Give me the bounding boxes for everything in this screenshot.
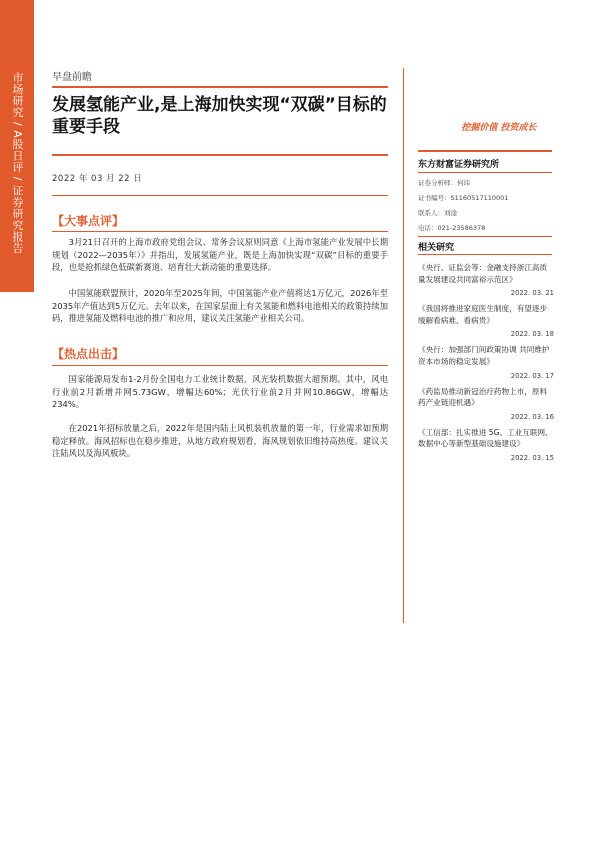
report-date: 2022 年 03 月 22 日 [52,174,143,184]
contact-name: 联系人：刘淦 [418,209,457,217]
section-heading-events: 【大事点评】 [52,214,125,228]
report-title[interactable]: 《央行：加强部门间政策协调 共同维护资本市场的稳定发展》 [418,345,550,366]
list-item[interactable] [418,386,554,421]
date-rule [52,195,388,196]
related-rule [418,254,552,255]
institute-rule [418,172,552,173]
report-date: 2022. 03. 15 [510,453,554,462]
slogan: 挖掘价值 投资成长 [461,123,537,133]
report-category: 早盘前瞻 [52,72,92,83]
section-heading-hotspot: 【热点出击】 [52,347,125,361]
report-date: 2022. 03. 17 [510,371,554,380]
page-title: 发展氢能产业,是上海加快实现“双碳”目标的重要手段 [52,95,387,137]
list-item[interactable] [418,303,554,338]
paragraph: 国家能源局发布1-2月份全国电力工业统计数据，风光装机数据大超预期。其中，风电行业前2月新增并网5.73GW，增幅达60%；光伏行业前2月并网10.86GW，增幅达234%。 [52,374,388,410]
contact-phone: 电话：021-23586378 [418,224,486,232]
sidebar [0,0,34,842]
header-rule [52,86,388,88]
related-report-list [418,262,554,468]
section-rule [52,365,388,366]
list-item[interactable] [418,427,554,462]
analyst-cert: 证书编号：S1160517110001 [418,194,509,202]
report-title[interactable]: 《央行、证监会等：金融支持浙江高质量发展建设共同富裕示范区》 [418,263,548,284]
analyst-name: 证券分析师：何玮 [418,179,470,187]
report-title[interactable]: 《药监局推动新冠治疗药物上市，原料药产业链迎机遇》 [418,386,548,408]
section-rule [52,231,388,232]
list-item[interactable] [418,262,554,297]
report-date: 2022. 03. 18 [510,330,554,339]
report-title[interactable]: 《我国将推进家庭医生制度，有望逐步缓解看病难、看病贵》 [418,304,548,325]
related-rule-top [418,236,552,237]
paragraph: 3月21日召开的上海市政府党组会议、常务会议原则同意《上海市氢能产业发展中长期规划（2022—2035年）》并指出，发展氢能产业，既是上海加快实现“双碳”目标的重要手段，也是抢抓绿色低碳新赛道、培育壮大新动能的重要选择。 [52,237,388,273]
column-divider [403,68,404,623]
report-date: 2022. 03. 16 [510,412,554,421]
list-item[interactable] [418,344,554,379]
related-heading: 相关研究 [418,243,455,253]
title-rule [52,154,388,156]
institute-rule-top [418,150,552,152]
paragraph: 中国氢能联盟预计，2020年至2025年间，中国氢能产业产值将达1万亿元，2026年至2035年产值达到5万亿元。去年以来，在国家层面上有关氢能和燃料电池相关的政策持续加码，推进氢能及燃料电池的推广和应用，建议关注氢能产业相关公司。 [52,288,388,324]
report-date: 2022. 03. 21 [510,289,554,298]
institute-name: 东方财富证券研究所 [418,160,500,170]
sidebar-label: 市场研究 / A股日评 / 证券研究报告 [11,72,24,254]
paragraph: 在2021年招标放量之后，2022年是国内陆上风机装机放量的第一年，行业需求如预期稳定释放。海风招标也在稳步推进，从地方政府规划看，海风规划依旧维持高热度。建议关注陆风以及海风板块。 [52,423,388,459]
report-title[interactable]: 《工信部：扎实推进 5G、工业互联网、数据中心等新型基础设施建设》 [418,427,553,449]
